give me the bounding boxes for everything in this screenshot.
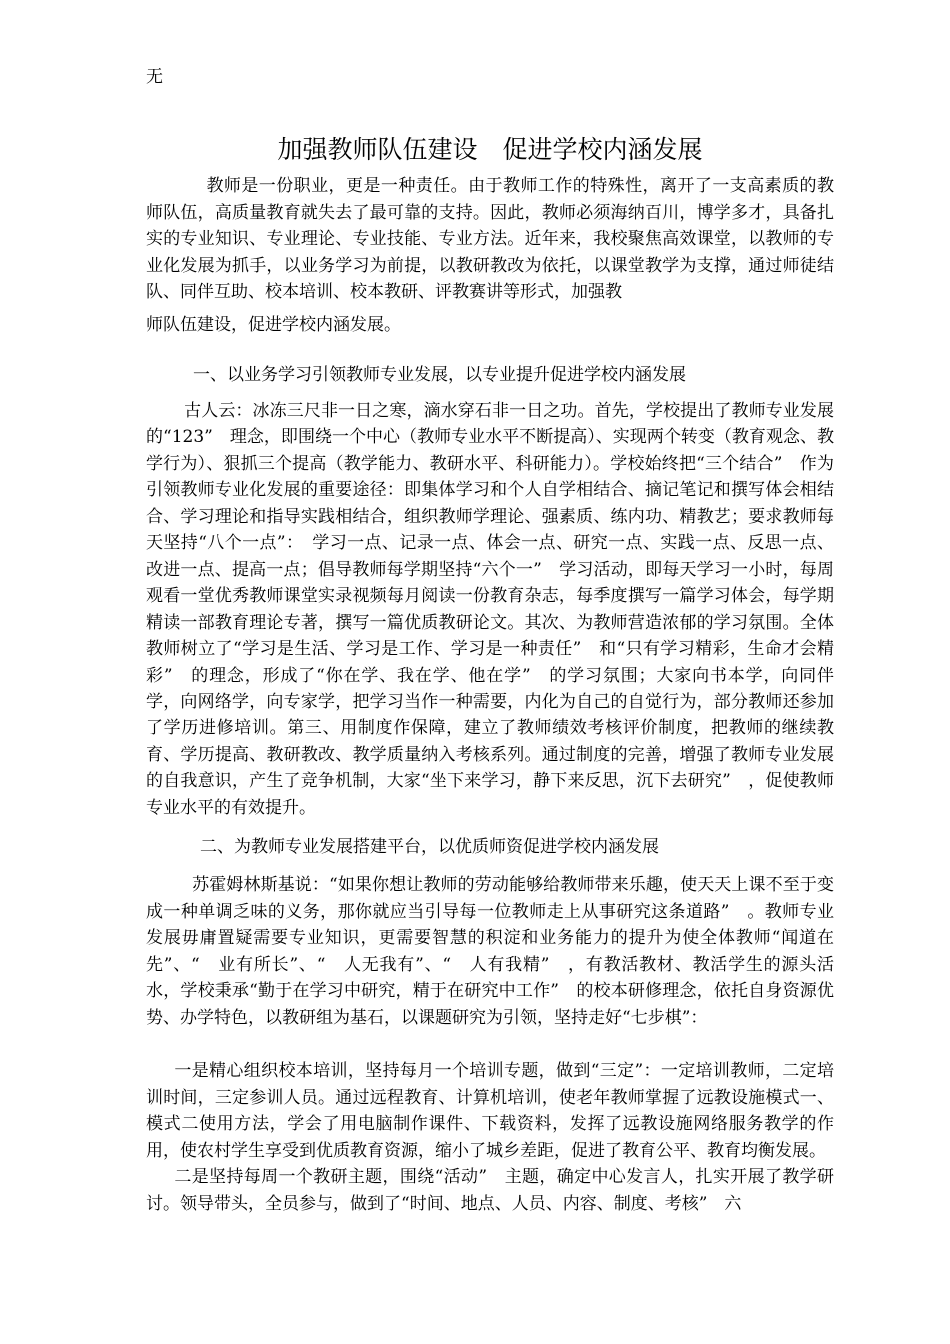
section-2-item-2-text: 二是坚持每周一个教研主题，围绕“活动” 主题，确定中心发言人，扎实开展了教学研讨。领导带头，全员参与，做到了“时间、地点、人员、内容、制度、考核” 六 [146, 1167, 834, 1214]
intro-paragraph [146, 173, 834, 306]
section-2-heading-emphasis: 促进学校内涵发展 [523, 837, 659, 857]
section-1-heading [193, 362, 833, 388]
section-1-heading-prefix: 一、以业务学习引领教师专业发展，以专业提升 [193, 365, 550, 385]
intro-last-line-emphasis: 促进学校内涵发展。 [248, 315, 401, 335]
section-1-paragraph-text: 古人云：冰冻三尺非一日之寒，滴水穿石非一日之功。首先，学校提出了教师专业发展的“123” 理念，即围绕一个中心（教师专业水平不断提高）、实现两个转变（教育观念、教学行为）、狠抓三个提高（教学能力、教研水平、科研能力）。学校始终把“三个结合” 作为引领教师专业化发展的重要途径：即集体学习和个人自学相结合、摘记笔记和撰写体会相结合、学习理论和指导实践相结合，组织教师学理论、强素质、练内功、精教艺；要求教师每天坚持“八个一点”： 学习一点、记录一点、体会一点、研究一点、实践一点、反思一点、改进一点、提高一点；倡导教师每学期坚持“六个一” 学习活动，即每天学习一小时，每周观看一堂优秀教师课堂实录视频每月阅读一份教育杂志，每季度撰写一篇学习体会，每学期精读一部教育理论专著，撰写一篇优质教研论文。其次、为教师营造浓郁的学习氛围。全体教师树立了“学习是生活、学习是工作、学习是一种责任” 和“只有学习精彩，生命才会精彩” 的理念，形成了“你在学、我在学、他在学” 的学习氛围；大家向书本学，向同伴学，向网络学，向专家学，把学习当作一种需要，内化为自己的自觉行为，部分教师还参加了学历进修培训。第三、用制度作保障，建立了教师绩效考核评价制度，把教师的继续教育、学历提高、教研教改、教学质量纳入考核系列。通过制度的完善，增强了教师专业发展的自我意识，产生了竞争机制，大家“坐下来学习，静下来反思，沉下去研究” ，促使教师专业水平的有效提升。 [146, 401, 834, 818]
intro-last-line [146, 312, 834, 338]
section-1-paragraph [146, 398, 834, 821]
section-2-heading-prefix: 二、为教师专业发展搭建平台，以优质师资 [200, 837, 523, 857]
section-2-item-1 [146, 1058, 834, 1164]
section-2-item-1-text: 一是精心组织校本培训，坚持每月一个培训专题，做到“三定”：一定培训教师，二定培训时间，三定参训人员。通过远程教育、计算机培训，使老年教师掌握了远教设施模式一、模式二使用方法，学会了用电脑制作课件、下载资料，发挥了远教设施网络服务教学的作用，使农村学生享受到优质教育资源，缩小了城乡差距，促进了教育公平、教育均衡发展。 [146, 1061, 834, 1161]
section-2-paragraph [146, 872, 834, 1031]
section-2-item-2 [146, 1164, 834, 1217]
intro-last-line-prefix: 师队伍建设， [146, 315, 248, 335]
document-title: 加强教师队伍建设 促进学校内涵发展 [277, 135, 703, 164]
section-2-heading [200, 834, 830, 860]
header-mark: 无 [146, 67, 163, 87]
intro-text: 教师是一份职业，更是一种责任。由于教师工作的特殊性，离开了一支高素质的教师队伍，高质量教育就失去了最可靠的支持。因此，教师必须海纳百川，博学多才，具备扎实的专业知识、专业理论、专业技能、专业方法。近年来，我校聚焦高效课堂，以教师的专业化发展为抓手，以业务学习为前提，以教研教改为依托，以课堂教学为支撑，通过师徒结队、同伴互助、校本培训、校本教研、评教赛讲等形式，加强教 [146, 176, 834, 303]
section-1-heading-emphasis: 促进学校内涵发展 [550, 365, 686, 385]
section-2-paragraph-text: 苏霍姆林斯基说：“如果你想让教师的劳动能够给教师带来乐趣，使天天上课不至于变成一种单调乏味的义务，那你就应当引导每一位教师走上从事研究这条道路” 。教师专业发展毋庸置疑需要专业知识，更需要智慧的积淀和业务能力的提升为使全体教师“闻道在先”、“ 业有所长”、“ 人无我有”、“ 人有我精” ，有教活教材、教活学生的源头活水，学校秉承“勤于在学习中研究，精于在研究中工作” 的校本研修理念，依托自身资源优势、办学特色，以教研组为基石，以课题研究为引领，坚持走好“七步棋”： [146, 875, 834, 1028]
